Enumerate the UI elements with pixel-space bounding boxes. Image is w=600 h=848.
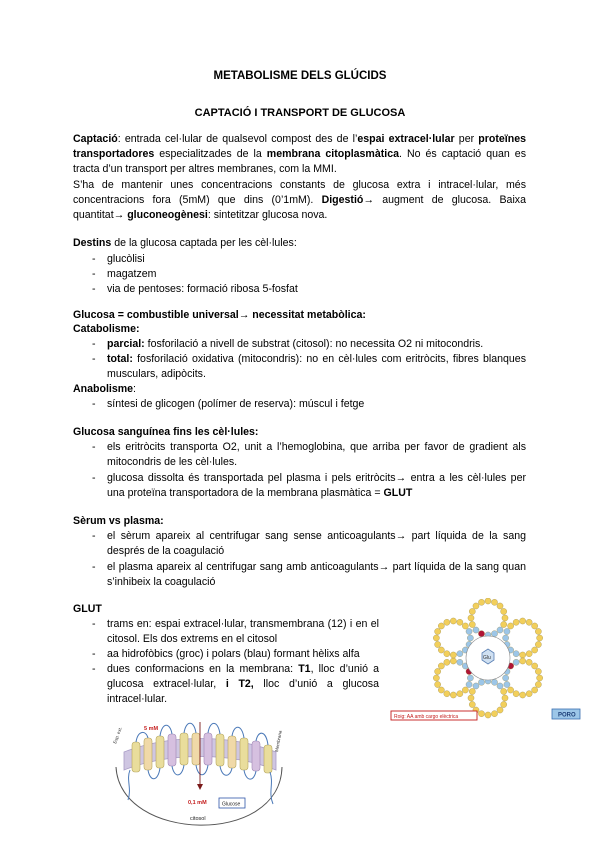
amino-acid-bead [444, 691, 450, 697]
amino-acid-bead [466, 628, 472, 634]
amino-acid-bead [526, 691, 532, 697]
amino-acid-bead [502, 695, 508, 701]
amino-acid-bead [435, 681, 441, 687]
amino-acid-bead [513, 691, 519, 697]
amino-acid-bead [468, 695, 474, 701]
amino-acid-bead [513, 619, 519, 625]
amino-acid-bead [497, 627, 503, 633]
amino-acid-bead [532, 623, 538, 629]
section-title: CAPTACIÓ I TRANSPORT DE GLUCOSA [194, 107, 406, 119]
svg-text:Membrana: Membrana [274, 730, 283, 753]
list-item: trams en: espai extracel·lular, transmembrana (12) i en el citosol. Els dos extrems en el citosol [107, 618, 379, 645]
amino-acid-bead [497, 683, 503, 689]
cytosol-label: citosol [190, 816, 206, 822]
glucosa-heading: Glucosa = combustible universal→ necessitat metabòlica: [73, 309, 366, 321]
amino-acid-bead [473, 627, 479, 633]
legend-text: Roig: AA amb cargo elèctrica [394, 713, 459, 720]
amino-acid-bead [526, 619, 532, 625]
amino-acid-bead [450, 652, 456, 658]
amino-acid-bead [537, 675, 543, 681]
amino-acid-bead [469, 608, 475, 614]
amino-acid-bead [520, 692, 526, 698]
captacio-paragraph: Captació: entrada cel·lular de qualsevol compost des de l’espai extracel·lular per proteïnes transportadores especialitzades de la membrana citoplasmàtica. No és captació quan es tracta d’un transport per altres membranes, com la MMI. [73, 133, 526, 175]
helix-core [475, 605, 501, 631]
amino-acid-bead [450, 658, 456, 664]
list-item: magatzem [107, 268, 157, 280]
amino-acid-bead [469, 701, 475, 707]
amino-acid-bead [491, 599, 497, 605]
amino-acid-bead [478, 711, 484, 717]
amino-acid-bead [535, 668, 541, 674]
amino-acid-bead [491, 679, 497, 685]
captacio-term: Captació [73, 133, 118, 145]
amino-acid-bead [478, 679, 484, 685]
amino-acid-bead [438, 663, 444, 669]
center-label: Glu [483, 655, 491, 661]
amino-acid-bead [491, 631, 497, 637]
document-page: METABOLISME DELS GLÚCIDS CAPTACIÓ I TRANSPORT DE GLUCOSA Captació: entrada cel·lular de qualsevol compost des de l’espai extracel·lular per proteïnes transportadores especialitzades de la membrana citoplasmàtica. No és captació quan es tracta d’un transport per altres membranes, com la MMI. S’ha de mantenir unes concentracions constants de glucosa extra i intracel·lular, més concentracions fora (5mM) que dins (0’1mM). Digestió→ augment de glucosa. Baixa quantitat→ gluconeogènesi: sintetitzar glucosa nova. Destins de la glucosa captada per les cèl·lules: - glucòlisi - magatzem - via de pentoses: formació ribosa 5-fosfat Glucosa = combustible universal→ necessitat metabòlica: Catabolisme: - parcial: fosforilació a nivell de substrat (citosol): no necessita O2 ni mitocondris. - total: fosforilació oxidativa (mitocondris): no en cèl·lules com eritròcits, fibres blanques musculars, adipòcits. Anabolisme: - síntesi de glicogen (polímer de reserva): múscul i fetge Glucosa sanguínea fins les cèl·lules: - els eritròcits transporta O2, unit a l’hemoglobina, que arriba per favor de gradient als mitocondris de les cèl·lules. - glucosa dissolta és transportada pel plasma i pels eritròcits→ entra a les cèl·lules per una proteïna transportadora de la membrana plasmàtica = GLUT Sèrum vs plasma: - el sèrum apareix al centrifugar sang sense anticoagulants→ part líquida de la sang després de la coagulació - el plasma apareix al centrifugar sang amb anticoagulants→ part líquida de la sang quan s’inhibeix la coagulació GLUT - trams en: espai extracel·lular, transmembrana (12) i en el citosol. Els dos extrems en el citosol - aa hidrofòbics (groc) i polars (blau) formant hèlixs alfa - dues conformacions en la membrana: T1, lloc d’unió a glucosa extracel·lular, i T2, lloc d’unió a glucosa intracel·lular. Esp. ext. Membrana 5 mM 0,1 mM Glucose citosol Glu Roig: AA amb cargo elèctrica PORO [0, 0, 600, 848]
destins-intro: Destins de la glucosa captada per les cèl·lules: [73, 237, 297, 249]
amino-acid-bead [457, 651, 463, 657]
amino-acid-bead [444, 659, 450, 665]
list-item: glucòlisi [107, 253, 145, 265]
amino-acid-bead [457, 619, 463, 625]
serum-heading: Sèrum vs plasma: [73, 515, 164, 527]
amino-acid-bead [485, 598, 491, 604]
amino-acid-bead [520, 618, 526, 624]
helix-core [510, 665, 536, 691]
amino-acid-bead [504, 681, 510, 687]
list-item: síntesi de glicogen (polímer de reserva): múscul i fetge [107, 398, 365, 410]
list-item: el plasma apareix al centrifugar sang amb anticoagulants→ part líquida de la sang quan s’inhibeix la coagulació [107, 561, 526, 588]
list-item: total: fosforilació oxidativa (mitocondris): no en cèl·lules com eritròcits, fibres blanques musculars, adipòcits. [107, 353, 526, 380]
amino-acid-bead [457, 691, 463, 697]
amino-acid-bead [508, 623, 514, 629]
list-item: glucosa dissolta és transportada pel plasma i pels eritròcits→ entra a les cèl·lules per una proteïna transportadora de la membrana plasmàtica = GLUT [107, 472, 526, 499]
amino-acid-bead [469, 621, 475, 627]
helix-core [440, 625, 466, 651]
amino-acid-bead [485, 712, 491, 718]
amino-acid-bead [478, 631, 484, 637]
amino-acid-bead [513, 659, 519, 665]
helix-core [475, 685, 501, 711]
amino-acid-bead [502, 615, 508, 621]
helix-core [440, 665, 466, 691]
catabolisme-heading: Catabolisme: [73, 323, 140, 335]
anabolisme-heading: Anabolisme: [73, 383, 136, 395]
list-item: via de pentoses: formació ribosa 5-fosfat [107, 283, 298, 295]
amino-acid-bead [503, 635, 509, 641]
list-item: aa hidrofòbics (groc) i polars (blau) formant hèlixs alfa [107, 648, 360, 660]
page-title: METABOLISME DELS GLÚCIDS [213, 70, 387, 82]
amino-acid-bead [497, 603, 503, 609]
amino-acid-bead [508, 687, 514, 693]
amino-acid-bead [473, 683, 479, 689]
amino-acid-bead [535, 641, 541, 647]
helix-core [510, 625, 536, 651]
amino-acid-bead [520, 652, 526, 658]
list-item: dues conformacions en la membrana: T1, lloc d’unió a glucosa extracel·lular, i T2, lloc d’unió a glucosa intracel·lular. [107, 663, 379, 705]
glut-heading: GLUT [73, 603, 102, 615]
amino-acid-bead [532, 647, 538, 653]
conc-in-label: 0,1 mM [188, 800, 207, 806]
list-item: el sèrum apareix al centrifugar sang sense anticoagulants→ part líquida de la sang després de la coagulació [107, 530, 526, 557]
amino-acid-bead [504, 628, 510, 634]
amino-acid-bead [462, 623, 468, 629]
amino-acid-bead [450, 618, 456, 624]
amino-acid-bead [478, 599, 484, 605]
amino-acid-bead [513, 651, 519, 657]
amino-acid-bead [435, 641, 441, 647]
list-item: els eritròcits transporta O2, unit a l’hemoglobina, que arriba per favor de gradient als mitocondris de les cèl·lules. [107, 441, 526, 468]
concentracions-paragraph: S’ha de mantenir unes concentracions constants de glucosa extra i intracel·lular, més concentracions fora (5mM) que dins (0’1mM). Digestió→ augment de glucosa. Baixa quantitat→ gluconeogènesi: sintetitzar glucosa nova. [73, 179, 526, 221]
amino-acid-bead [438, 623, 444, 629]
amino-acid-bead [526, 659, 532, 665]
glut-topview-figure [388, 598, 588, 726]
amino-acid-bead [433, 635, 439, 641]
amino-acid-bead [450, 692, 456, 698]
amino-acid-bead [435, 628, 441, 634]
amino-acid-bead [526, 651, 532, 657]
poro-label: PORO [558, 712, 576, 719]
amino-acid-bead [467, 675, 473, 681]
amino-acid-bead [497, 707, 503, 713]
amino-acid-bead [435, 668, 441, 674]
amino-acid-bead [535, 681, 541, 687]
amino-acid-bead [438, 647, 444, 653]
amino-acid-bead [466, 681, 472, 687]
amino-acid-bead [433, 675, 439, 681]
amino-acid-bead [468, 615, 474, 621]
amino-acid-bead [457, 659, 463, 665]
sanguinea-heading: Glucosa sanguínea fins les cèl·lules: [73, 426, 259, 438]
amino-acid-bead [520, 658, 526, 664]
amino-acid-bead [462, 687, 468, 693]
amino-acid-bead [503, 675, 509, 681]
glucose-label: Glucose [222, 801, 241, 808]
amino-acid-bead [535, 628, 541, 634]
amino-acid-bead [537, 635, 543, 641]
amino-acid-bead [444, 651, 450, 657]
amino-acid-bead [501, 621, 507, 627]
amino-acid-bead [532, 663, 538, 669]
amino-acid-bead [501, 688, 507, 694]
svg-text:Esp. ext.: Esp. ext. [112, 726, 123, 745]
amino-acid-bead [467, 635, 473, 641]
glut-membrane-figure [110, 712, 290, 848]
amino-acid-bead [501, 608, 507, 614]
amino-acid-bead [501, 701, 507, 707]
amino-acid-bead [469, 688, 475, 694]
amino-acid-bead [532, 687, 538, 693]
conc-out-label: 5 mM [144, 726, 159, 732]
amino-acid-bead [491, 711, 497, 717]
list-item: parcial: fosforilació a nivell de substrat (citosol): no necessita O2 ni mitocondris. [107, 338, 484, 350]
amino-acid-bead [444, 619, 450, 625]
amino-acid-bead [473, 603, 479, 609]
amino-acid-bead [438, 687, 444, 693]
